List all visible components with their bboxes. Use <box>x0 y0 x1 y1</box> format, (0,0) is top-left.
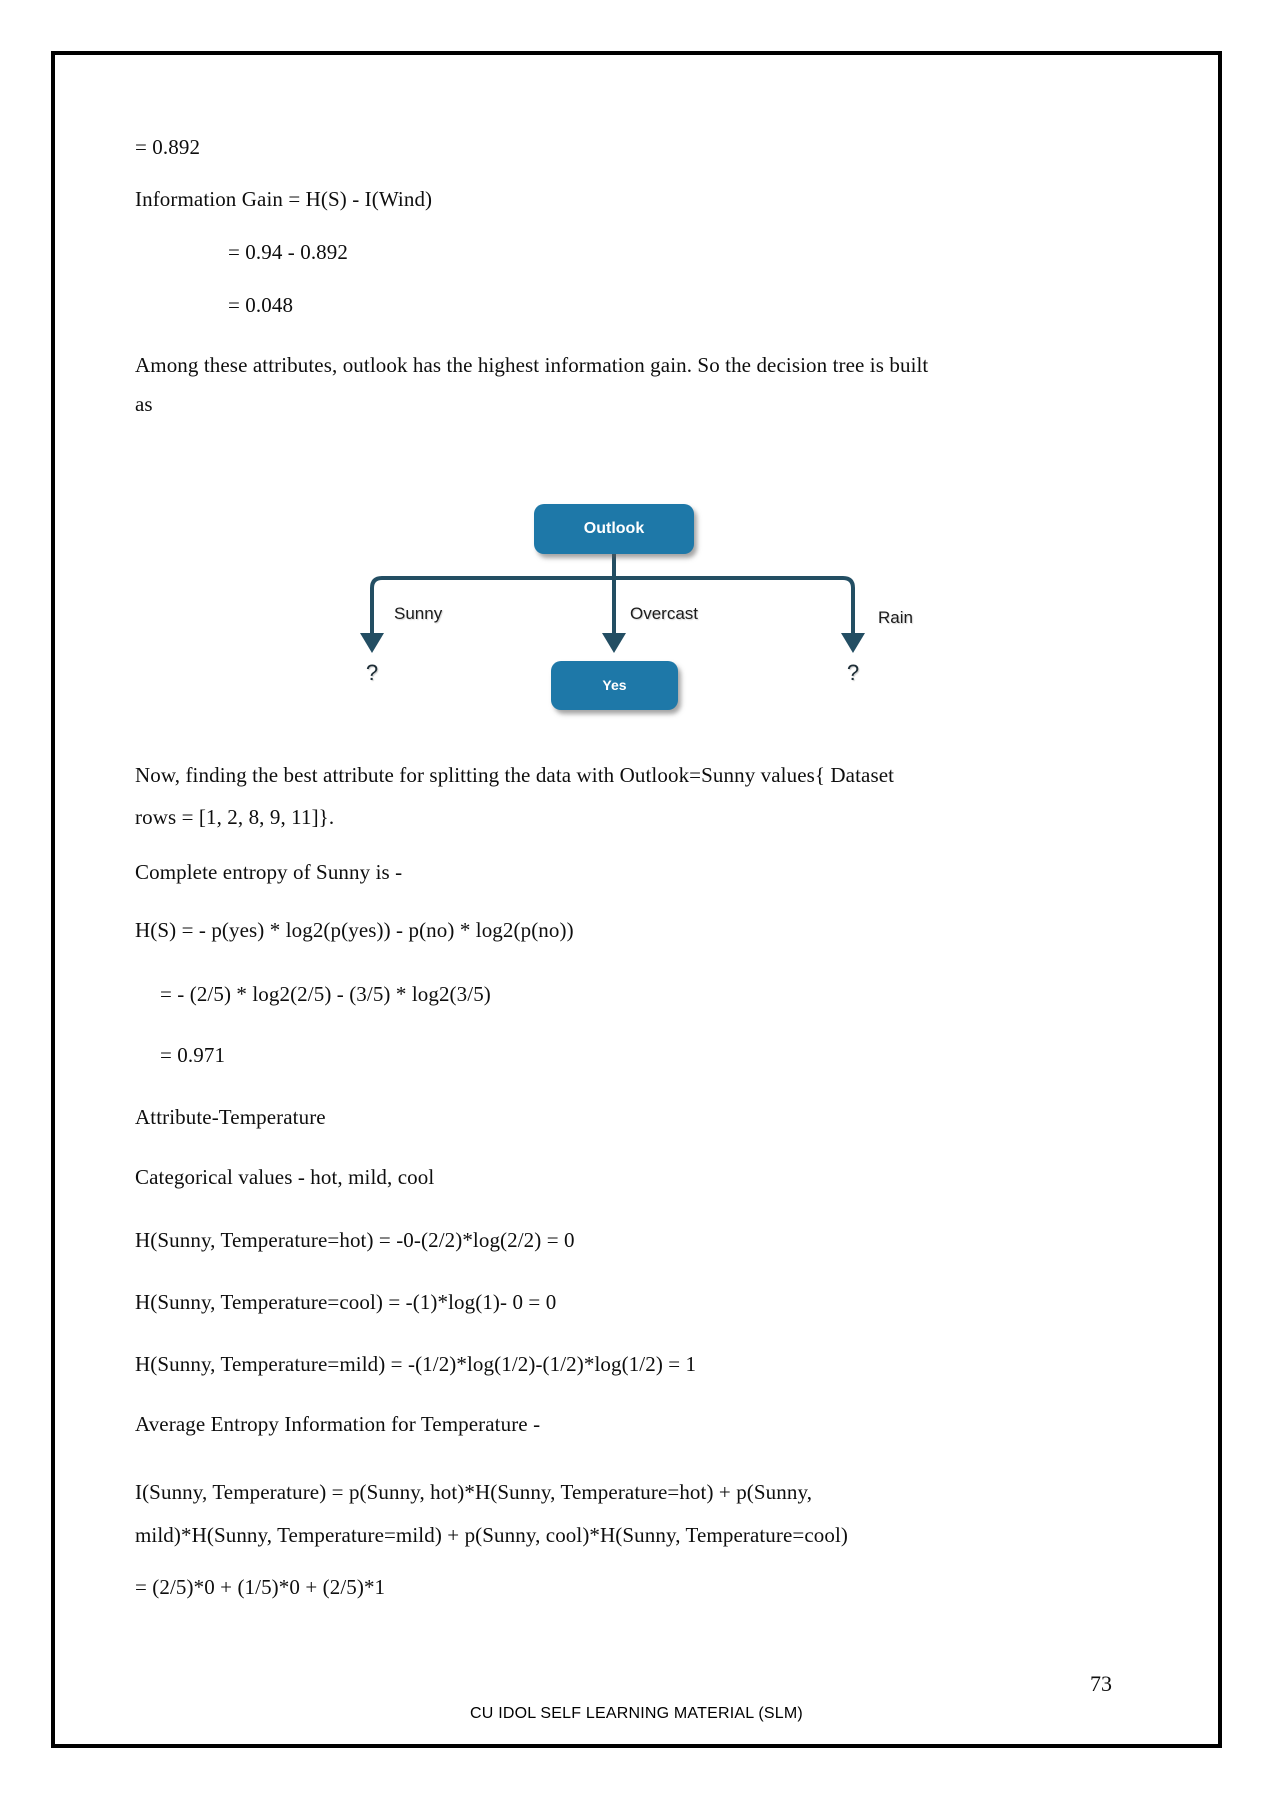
formula-line <box>135 1227 575 1254</box>
text-line: rows = [1, 2, 8, 9, 11]}. <box>135 805 335 829</box>
formula-line <box>160 981 491 1008</box>
arrowhead-overcast-icon <box>602 633 626 653</box>
formula-paragraph <box>135 1471 848 1557</box>
body-paragraph <box>135 1411 540 1438</box>
text-line: = 0.892 <box>135 135 201 159</box>
text-line: Average Entropy Information for Temperature - <box>135 1412 541 1436</box>
text-line: Attribute-Temperature <box>135 1105 326 1129</box>
text-line: = 0.94 - 0.892 <box>228 240 348 264</box>
text-line: = (2/5)*0 + (1/5)*0 + (2/5)*1 <box>135 1575 386 1599</box>
page-number: 73 <box>1090 1671 1112 1696</box>
text-line: = 0.048 <box>228 293 294 317</box>
arrowhead-sunny-icon <box>360 633 384 653</box>
body-paragraph <box>135 754 894 838</box>
text-line: Categorical values - hot, mild, cool <box>135 1165 435 1189</box>
formula-line <box>160 1042 225 1069</box>
text-line: Information Gain = H(S) - I(Wind) <box>135 187 433 211</box>
tree-leaf-question-left: ? <box>365 660 379 685</box>
body-paragraph <box>135 859 402 886</box>
text-line: H(Sunny, Temperature=mild) = -(1/2)*log(1/2)-(1/2)*log(1/2) = 1 <box>135 1352 697 1376</box>
formula-line <box>135 917 574 944</box>
body-paragraph <box>135 346 928 424</box>
decision-tree-diagram <box>55 495 1218 730</box>
text-line: as <box>135 392 153 416</box>
text-line: H(S) = - p(yes) * log2(p(yes)) - p(no) * log2(p(no)) <box>135 918 574 942</box>
text-line: Now, finding the best attribute for splitting the data with Outlook=Sunny values{ Dataset <box>135 763 895 787</box>
tree-node-yes: Yes <box>551 661 678 710</box>
text-line: Complete entropy of Sunny is - <box>135 860 403 884</box>
formula-line <box>135 1574 385 1601</box>
formula-line <box>135 1289 556 1316</box>
branch-label-overcast: Overcast <box>630 604 699 623</box>
text-line: I(Sunny, Temperature) = p(Sunny, hot)*H(Sunny, Temperature=hot) + p(Sunny, <box>135 1480 813 1504</box>
text-line: H(Sunny, Temperature=cool) = -(1)*log(1)- 0 = 0 <box>135 1290 557 1314</box>
formula-line <box>135 186 432 213</box>
formula-line <box>135 1351 696 1378</box>
formula-line <box>135 134 200 161</box>
branch-label-rain: Rain <box>878 608 913 627</box>
formula-line <box>228 292 293 319</box>
page-border-frame <box>51 51 1222 1748</box>
body-paragraph <box>135 1104 326 1131</box>
footer-text: CU IDOL SELF LEARNING MATERIAL (SLM) <box>470 1705 803 1722</box>
tree-node-outlook: Outlook <box>534 504 694 554</box>
formula-line <box>228 239 348 266</box>
branch-label-sunny: Sunny <box>394 604 443 623</box>
text-line: H(Sunny, Temperature=hot) = -0-(2/2)*log(2/2) = 0 <box>135 1228 575 1252</box>
text-line: mild)*H(Sunny, Temperature=mild) + p(Sunny, cool)*H(Sunny, Temperature=cool) <box>135 1523 849 1547</box>
arrowhead-rain-icon <box>841 633 865 653</box>
tree-leaf-question-right: ? <box>846 660 860 685</box>
text-line: Among these attributes, outlook has the highest information gain. So the decision tree is built <box>135 353 929 377</box>
body-paragraph <box>135 1164 434 1191</box>
text-line: = - (2/5) * log2(2/5) - (3/5) * log2(3/5) <box>160 982 491 1006</box>
text-line: = 0.971 <box>160 1043 226 1067</box>
